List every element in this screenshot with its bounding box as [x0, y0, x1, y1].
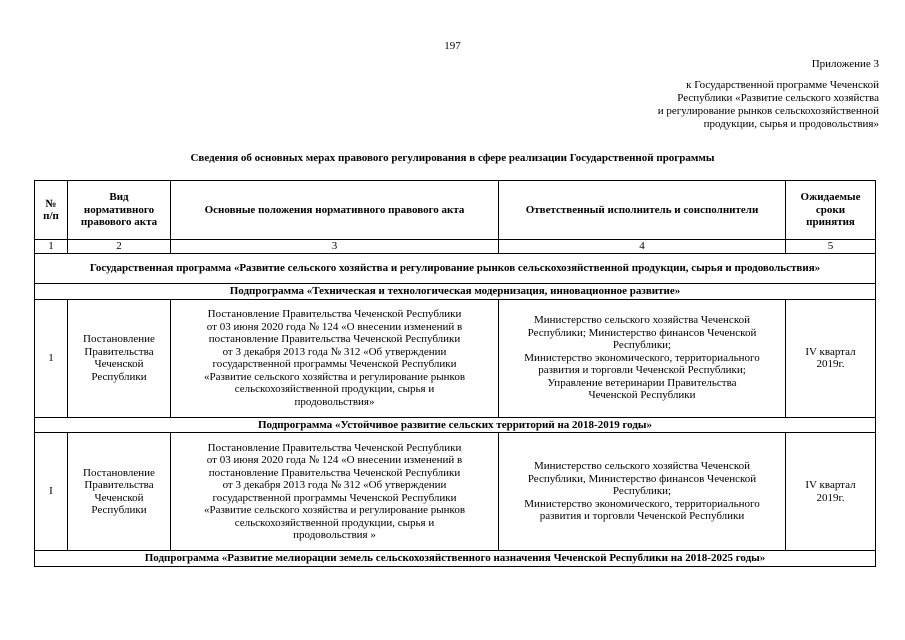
header-executors: Ответственный исполнитель и соисполнители [499, 181, 786, 240]
row-number: 1 [35, 299, 68, 417]
document-title: Сведения об основных мерах правового регулирования в сфере реализации Государственной программы [190, 152, 715, 164]
column-number: 1 [35, 240, 68, 254]
appendix-line: продукции, сырья и продовольствия» [703, 118, 879, 130]
row-executors: Министерство сельского хозяйства Чеченской Республики; Министерство финансов Чеченской Республики; Министерство экономического, территориального развития и торговли Чеченской Республики; Управление ветеринарии Правительства Чеченской Республики [499, 299, 786, 417]
page-number: 197 [444, 40, 461, 52]
row-executors: Министерство сельского хозяйства Чеченской Республики, Министерство финансов Чеченской Республики; Министерство экономического, территориального развития и торговли Чеченской Республики [499, 433, 786, 551]
header-number: № п/п [35, 181, 68, 240]
subprogram-row [35, 284, 876, 300]
column-number: 2 [68, 240, 171, 254]
table-row [35, 433, 876, 551]
row-deadline: IV квартал 2019г. [786, 299, 876, 417]
row-deadline: IV квартал 2019г. [786, 433, 876, 551]
appendix-line: к Государственной программе Чеченской [686, 79, 879, 91]
column-number: 4 [499, 240, 786, 254]
row-act-content: Постановление Правительства Чеченской Республики от 03 июня 2020 года № 124 «О внесении изменений в постановление Правительства Чеченской Республики от 3 декабря 2013 года № 312 «Об утверждении государственной программы Чеченской Республики «Развитие сельского хозяйства и регулирование рынков сельскохозяйственной продукции, сырья и продовольствия » [171, 433, 499, 551]
row-number: I [35, 433, 68, 551]
subprogram-row [35, 551, 876, 567]
column-numbers-row [35, 240, 876, 254]
appendix-title: Приложение 3 [811, 58, 879, 70]
column-number: 5 [786, 240, 876, 254]
row-act-type: Постановление Правительства Чеченской Республики [68, 433, 171, 551]
header-act-content: Основные положения нормативного правового акта [171, 181, 499, 240]
header-act-type: Вид нормативного правового акта [68, 181, 171, 240]
table-header-row [35, 181, 876, 240]
program-row [35, 254, 876, 284]
subprogram-title: Подпрограмма «Развитие мелиорации земель сельскохозяйственного назначения Чеченской Республики на 2018-2025 годы» [35, 551, 876, 567]
appendix-block [658, 58, 879, 131]
row-act-type: Постановление Правительства Чеченской Республики [68, 299, 171, 417]
row-act-content: Постановление Правительства Чеченской Республики от 03 июня 2020 года № 124 «О внесении изменений в постановление Правительства Чеченской Республики от 3 декабря 2013 года № 312 «Об утверждении государственной программы Чеченской Республики «Развитие сельского хозяйства и регулирование рынков сельскохозяйственной продукции, сырья и продовольствия» [171, 299, 499, 417]
column-number: 3 [171, 240, 499, 254]
subprogram-title: Подпрограмма «Техническая и технологическая модернизация, инновационное развитие» [35, 284, 876, 300]
appendix-line: и регулирование рынков сельскохозяйственной [657, 105, 879, 117]
appendix-line: Республики «Развитие сельского хозяйства [677, 92, 879, 104]
header-deadline: Ожидаемые сроки принятия [786, 181, 876, 240]
subprogram-title: Подпрограмма «Устойчивое развитие сельских территорий на 2018-2019 годы» [35, 417, 876, 433]
subprogram-row [35, 417, 876, 433]
table-row [35, 299, 876, 417]
program-title: Государственная программа «Развитие сельского хозяйства и регулирование рынков сельскохозяйственной продукции, сырья и продовольствия» [35, 254, 876, 284]
measures-table [34, 180, 876, 567]
